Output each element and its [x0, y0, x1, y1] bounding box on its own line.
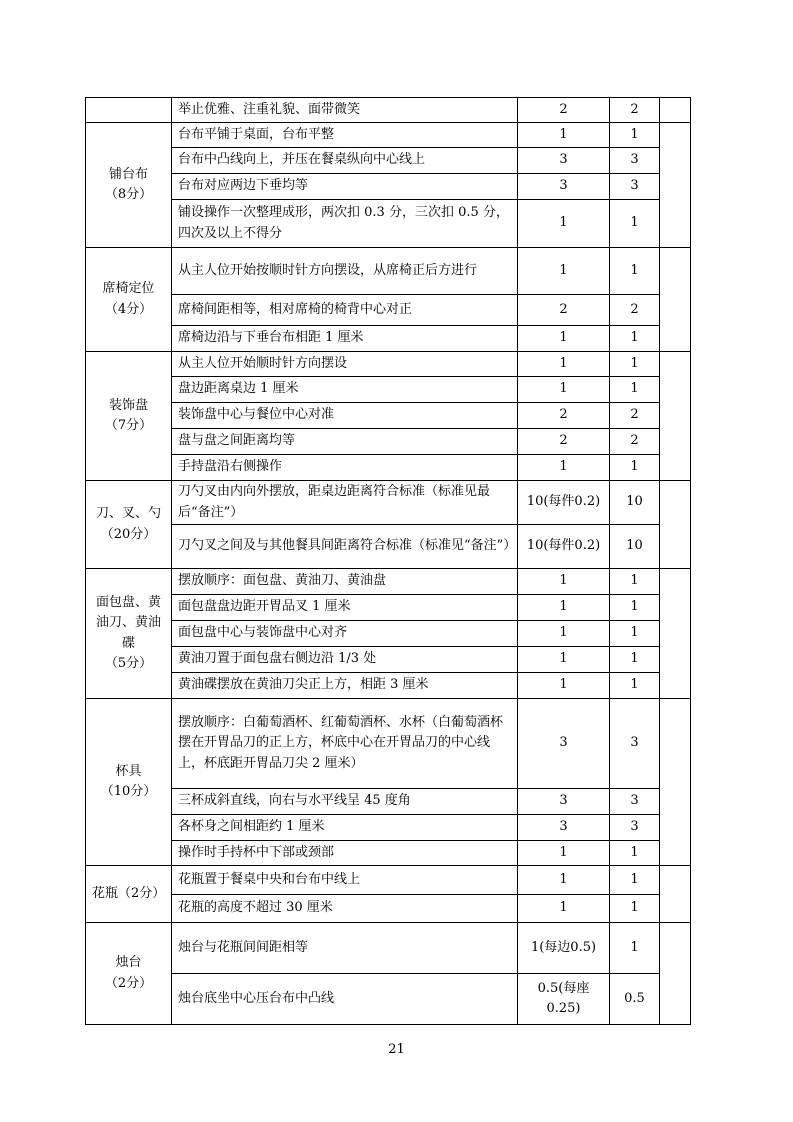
- points-cell: 1: [518, 200, 610, 248]
- points-cell: 1: [518, 248, 610, 295]
- table-row: [86, 98, 691, 123]
- score-cell: 1: [610, 866, 660, 895]
- score-cell: 1: [610, 455, 660, 481]
- criterion-cell: 举止优雅、注重礼貌、面带微笑: [172, 98, 518, 123]
- category-points: （4分）: [104, 301, 153, 317]
- category-cell: [86, 352, 172, 481]
- score-cell: 1: [610, 377, 660, 403]
- category-name: 面包盘、黄油刀、黄油碟: [95, 595, 161, 651]
- points-cell: 1: [518, 647, 610, 673]
- remarks-cell: [660, 481, 691, 569]
- category-name: 杯具: [115, 763, 142, 779]
- points-cell: 1: [518, 841, 610, 866]
- score-cell: 2: [610, 295, 660, 326]
- points-cell: 1: [518, 621, 610, 647]
- score-cell: 1: [610, 569, 660, 595]
- criterion-cell: 操作时手持杯中下部或颈部: [172, 841, 518, 866]
- points-cell: 1: [518, 866, 610, 895]
- score-cell: 3: [610, 148, 660, 174]
- category-name: 花瓶（2分）: [92, 885, 166, 901]
- category-name: 刀、叉、勺: [95, 506, 161, 522]
- category-name: 装饰盘: [108, 397, 148, 413]
- criterion-cell: 席椅边沿与下垂台布相距 1 厘米: [172, 326, 518, 352]
- remarks-cell: [660, 248, 691, 352]
- points-cell: 10(每件0.2): [518, 525, 610, 569]
- criterion-cell: 黄油碟摆放在黄油刀尖正上方，相距 3 厘米: [172, 673, 518, 699]
- criterion-cell: 台布中凸线向上，并压在餐桌纵向中心线上: [172, 148, 518, 174]
- table-row: [86, 455, 691, 481]
- points-cell: 3: [518, 699, 610, 789]
- category-points: （7分）: [104, 418, 153, 433]
- points-cell: 1: [518, 377, 610, 403]
- points-cell: 1: [518, 895, 610, 923]
- points-cell: 1: [518, 123, 610, 148]
- category-cell: [86, 569, 172, 699]
- points-cell: 2: [518, 429, 610, 455]
- points-cell: 2: [518, 295, 610, 326]
- table-row: [86, 841, 691, 866]
- score-cell: 1: [610, 673, 660, 699]
- table-row: [86, 699, 691, 789]
- score-cell: 10: [610, 481, 660, 525]
- criterion-cell: 黄油刀置于面包盘右侧边沿 1/3 处: [172, 647, 518, 673]
- remarks-cell: [660, 866, 691, 923]
- page-number: 21: [388, 1042, 405, 1057]
- table-row: [86, 326, 691, 352]
- category-name: 烛台: [115, 955, 142, 971]
- score-cell: 1: [610, 248, 660, 295]
- criterion-cell: 盘与盘之间距离均等: [172, 429, 518, 455]
- criterion-cell: 盘边距离桌边 1 厘米: [172, 377, 518, 403]
- criterion-cell: 席椅间距相等，相对席椅的椅背中心对正: [172, 295, 518, 326]
- score-cell: 1: [610, 595, 660, 621]
- remarks-cell: [660, 123, 691, 248]
- table-row: [86, 352, 691, 377]
- criterion-cell: 从主人位开始顺时针方向摆设: [172, 352, 518, 377]
- table-row: [86, 148, 691, 174]
- category-cell: [86, 248, 172, 352]
- score-cell: 3: [610, 174, 660, 200]
- criterion-cell: 烛台与花瓶间间距相等: [172, 923, 518, 974]
- category-cell: [86, 98, 172, 123]
- points-cell: 3: [518, 148, 610, 174]
- category-cell: [86, 123, 172, 248]
- score-cell: 1: [610, 923, 660, 974]
- criterion-cell: 刀勺叉之间及与其他餐具间距离符合标准（标准见“备注”）: [172, 525, 518, 569]
- criterion-cell: 花瓶置于餐桌中央和台布中线上: [172, 866, 518, 895]
- table-row: [86, 621, 691, 647]
- points-cell: 1(每边0.5): [518, 923, 610, 974]
- score-cell: 3: [610, 789, 660, 815]
- criterion-cell: 各杯身之间相距约 1 厘米: [172, 815, 518, 841]
- criterion-cell: 摆放顺序：白葡萄酒杯、红葡萄酒杯、水杯（白葡萄酒杯摆在开胃品刀的正上方，杯底中心在开胃品刀的中心线上，杯底距开胃品刀尖 2 厘米）: [172, 699, 518, 789]
- table-row: [86, 866, 691, 895]
- table-row: [86, 295, 691, 326]
- table-row: [86, 895, 691, 923]
- category-points: （20分）: [100, 526, 157, 542]
- points-cell: 1: [518, 326, 610, 352]
- points-cell: 10(每件0.2): [518, 481, 610, 525]
- category-cell: [86, 481, 172, 569]
- criterion-cell: 刀勺叉由内向外摆放，距桌边距离符合标准（标准见最后“备注”）: [172, 481, 518, 525]
- score-cell: 1: [610, 841, 660, 866]
- criterion-cell: 烛台底坐中心压台布中凸线: [172, 974, 518, 1025]
- remarks-cell: [660, 98, 691, 123]
- table-row: [86, 403, 691, 429]
- criterion-cell: 面包盘中心与装饰盘中心对齐: [172, 621, 518, 647]
- score-cell: 1: [610, 200, 660, 248]
- points-cell: 3: [518, 815, 610, 841]
- scoring-table: [85, 97, 691, 1025]
- score-cell: 1: [610, 326, 660, 352]
- category-cell: [86, 866, 172, 923]
- criterion-cell: 台布平铺于桌面，台布平整: [172, 123, 518, 148]
- points-cell: 3: [518, 174, 610, 200]
- table-row: [86, 174, 691, 200]
- score-cell: 3: [610, 815, 660, 841]
- remarks-cell: [660, 923, 691, 1025]
- criterion-cell: 装饰盘中心与餐位中心对准: [172, 403, 518, 429]
- points-cell: 2: [518, 403, 610, 429]
- category-points: （10分）: [100, 784, 157, 799]
- table-row: [86, 647, 691, 673]
- table-row: [86, 200, 691, 248]
- criterion-cell: 从主人位开始按顺时针方向摆设，从席椅正后方进行: [172, 248, 518, 295]
- table-row: [86, 815, 691, 841]
- table-row: [86, 248, 691, 295]
- category-points: （5分）: [104, 655, 153, 671]
- criterion-cell: 台布对应两边下垂均等: [172, 174, 518, 200]
- category-name: 铺台布: [108, 166, 148, 182]
- score-cell: 1: [610, 895, 660, 923]
- criterion-cell: 摆放顺序：面包盘、黄油刀、黄油盘: [172, 569, 518, 595]
- table-row: [86, 789, 691, 815]
- criterion-cell: 手持盘沿右侧操作: [172, 455, 518, 481]
- criterion-cell: 铺设操作一次整理成形，两次扣 0.3 分，三次扣 0.5 分，四次及以上不得分: [172, 200, 518, 248]
- criterion-cell: 面包盘盘边距开胃品叉 1 厘米: [172, 595, 518, 621]
- table-row: [86, 569, 691, 595]
- category-points: （2分）: [104, 975, 153, 991]
- table-row: [86, 481, 691, 525]
- table-row: [86, 673, 691, 699]
- score-cell: 2: [610, 98, 660, 123]
- score-cell: 10: [610, 525, 660, 569]
- criterion-cell: 三杯成斜直线，向右与水平线呈 45 度角: [172, 789, 518, 815]
- score-cell: 1: [610, 621, 660, 647]
- score-cell: 2: [610, 403, 660, 429]
- points-cell: 1: [518, 352, 610, 377]
- table-row: [86, 595, 691, 621]
- score-cell: 0.5: [610, 974, 660, 1025]
- points-cell: 1: [518, 569, 610, 595]
- points-cell: 1: [518, 455, 610, 481]
- points-cell: 1: [518, 595, 610, 621]
- table-row: [86, 974, 691, 1025]
- score-cell: 1: [610, 352, 660, 377]
- points-cell: 1: [518, 673, 610, 699]
- points-cell: 3: [518, 789, 610, 815]
- category-cell: [86, 923, 172, 1025]
- category-cell: [86, 699, 172, 866]
- category-points: （8分）: [104, 187, 153, 202]
- remarks-cell: [660, 699, 691, 866]
- criterion-cell: 花瓶的高度不超过 30 厘米: [172, 895, 518, 923]
- table-row: [86, 923, 691, 974]
- table-row: [86, 525, 691, 569]
- points-cell: 0.5(每座0.25): [518, 974, 610, 1025]
- table-row: [86, 429, 691, 455]
- category-name: 席椅定位: [102, 281, 155, 297]
- table-row: [86, 377, 691, 403]
- score-cell: 3: [610, 699, 660, 789]
- remarks-cell: [660, 352, 691, 481]
- score-cell: 1: [610, 647, 660, 673]
- score-cell: 2: [610, 429, 660, 455]
- points-cell: 2: [518, 98, 610, 123]
- scoring-table-body: [86, 98, 691, 1025]
- table-row: [86, 123, 691, 148]
- score-cell: 1: [610, 123, 660, 148]
- remarks-cell: [660, 569, 691, 699]
